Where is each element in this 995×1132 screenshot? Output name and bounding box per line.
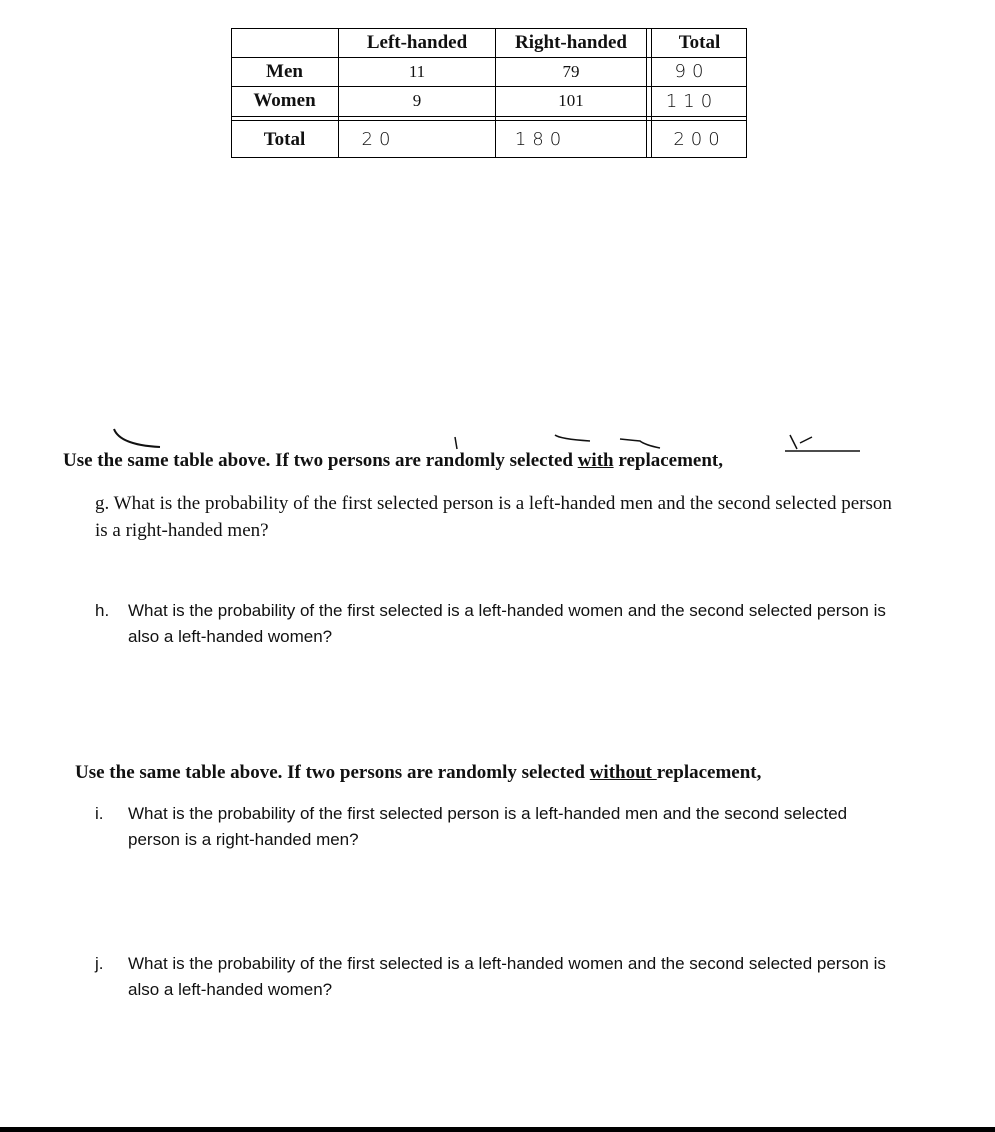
question-h-text: What is the probability of the first selected is a left-handed women and the second selected person is also a left-handed women? (128, 601, 886, 646)
row-label-total: Total (263, 128, 306, 150)
row-label-women: Women (253, 90, 316, 111)
header-total: Total (678, 31, 721, 53)
question-g-letter: g. (95, 493, 110, 514)
question-j-text: What is the probability of the first selected is a left-handed women and the second selected person is also a left-handed women? (128, 954, 886, 999)
row-label-men: Men (266, 60, 303, 82)
men-left-handed: 11 (408, 61, 426, 81)
heading-without-prefix: Use the same table above. If two persons are randomly selected (75, 762, 590, 783)
question-g (95, 490, 895, 544)
heading-without-suffix: replacement, (656, 762, 762, 783)
women-right-handed: 101 (558, 91, 584, 110)
total-right-handwritten: 180 (514, 129, 568, 150)
women-left-handed: 9 (412, 91, 422, 110)
question-h-letter: h. (95, 601, 110, 620)
heading-with-underlined: with (577, 450, 614, 471)
men-right-handed: 79 (562, 61, 580, 81)
header-left-handed: Left-handed (366, 31, 468, 53)
grand-total-handwritten: 200 (673, 129, 726, 150)
bottom-border (0, 1127, 995, 1132)
heading-with-prefix: Use the same table above. If two persons are randomly selected (63, 450, 578, 471)
header-right-handed: Right-handed (515, 31, 627, 53)
section-heading-without-replacement (75, 762, 761, 784)
question-i-letter: i. (95, 804, 104, 823)
handedness-table (231, 28, 747, 158)
question-g-text: What is the probability of the first selected person is a left-handed men and the second selected person is a right-handed men? (95, 493, 892, 541)
women-total-handwritten: 110 (665, 90, 719, 112)
question-i-text: What is the probability of the first selected person is a left-handed men and the second selected person is a right-handed men? (128, 804, 848, 849)
section-heading-with-replacement (63, 450, 723, 472)
total-left-handwritten: 20 (361, 129, 397, 150)
men-total-handwritten: 90 (674, 61, 710, 82)
heading-with-suffix: replacement, (613, 450, 723, 471)
question-j-letter: j. (95, 954, 104, 973)
heading-without-underlined: without (589, 762, 657, 783)
